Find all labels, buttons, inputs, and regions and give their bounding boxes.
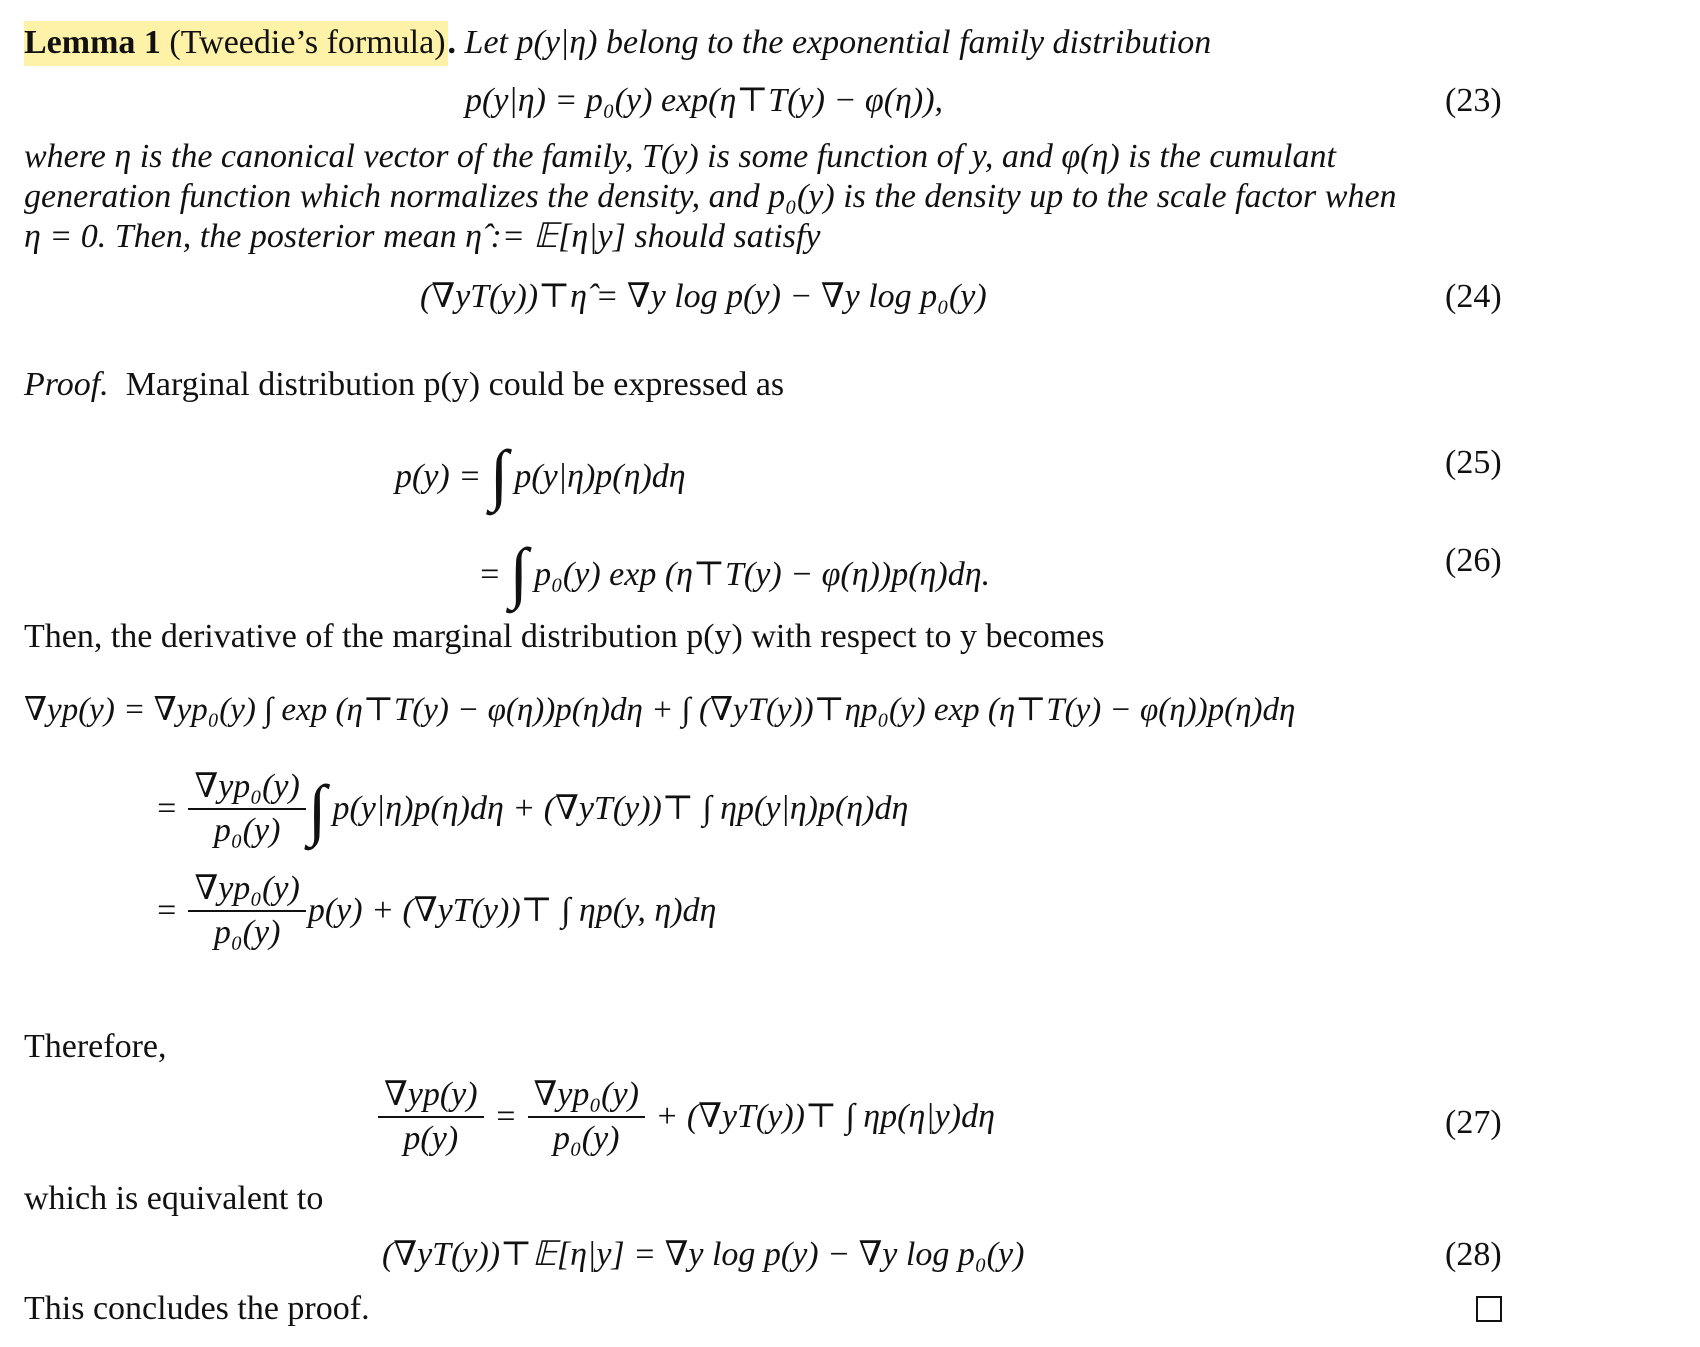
integral-sign: ∫ <box>307 771 327 847</box>
equation-26-number: (26) <box>1445 542 1502 579</box>
integral-sign: ∫ <box>509 534 529 610</box>
equation-23-number: (23) <box>1445 82 1502 119</box>
equation-25-number: (25) <box>1445 444 1502 481</box>
derivative-line-3: = $\frac{\text{∇yp₀(y)}}{\text{p₀(y)}}$ p(y) + (∇yT(y))⊤ ∫ ηp(y, η)dη <box>155 870 717 951</box>
derivative-intro: Then, the derivative of the marginal distribution p(y) with respect to y becomes <box>24 618 1105 655</box>
fraction-numerator: ∇yp₀(y) <box>188 770 305 810</box>
lemma-label: Lemma 1 <box>24 24 161 61</box>
derivative-line-3-rest: p(y) + (∇yT(y))⊤ ∫ ηp(y, η)dη <box>307 892 717 929</box>
proof-intro-line <box>24 368 784 402</box>
lemma-name: (Tweedie’s formula) <box>169 24 446 61</box>
lemma-where-line-1: where η is the canonical vector of the family, T(y) is some function of y, and φ(η) is the cumulant <box>24 138 1336 175</box>
fraction-denominator: p₀(y) <box>552 1120 620 1157</box>
therefore-text: Therefore, <box>24 1028 167 1065</box>
fraction <box>188 770 305 848</box>
fraction <box>188 872 305 950</box>
derivative-line-2-rest: p(y|η)p(η)dη + (∇yT(y))⊤ ∫ ηp(y|η)p(η)dη <box>332 790 909 827</box>
equation-23: p(y|η) = p₀(y) exp(η⊤T(y) − φ(η)), <box>465 82 944 119</box>
equation-25 <box>395 430 686 512</box>
equation-27-number: (27) <box>1445 1104 1502 1141</box>
equation-25-rhs: p(y|η)p(η)dη <box>514 458 686 495</box>
equation-24: (∇yT(y))⊤η̂ = ∇y log p(y) − ∇y log p₀(y) <box>420 278 987 315</box>
qed-square-icon <box>1476 1296 1502 1322</box>
equation-27-rhs-tail: + (∇yT(y))⊤ ∫ ηp(η|y)dη <box>655 1098 995 1135</box>
equation-25-lhs: p(y) = <box>395 458 482 495</box>
fraction-denominator: p₀(y) <box>213 914 281 951</box>
derivative-line-1: ∇yp(y) = ∇yp₀(y) ∫ exp (η⊤T(y) − φ(η))p(η)dη + ∫ (∇yT(y))⊤ηp₀(y) exp (η⊤T(y) − φ(η))p(η)dη <box>24 692 1296 728</box>
fraction-denominator: p(y) <box>403 1120 459 1157</box>
equation-28: (∇yT(y))⊤𝔼[η|y] = ∇y log p(y) − ∇y log p₀(y) <box>382 1236 1025 1273</box>
conclusion-text: This concludes the proof. <box>24 1290 370 1327</box>
fraction-denominator: p₀(y) <box>213 812 281 849</box>
fraction <box>378 1078 484 1156</box>
lemma-highlight <box>24 21 448 66</box>
equation-26-rhs: p₀(y) exp (η⊤T(y) − φ(η))p(η)dη. <box>534 556 991 593</box>
lemma-where-line-3: η = 0. Then, the posterior mean η̂ := 𝔼[η|y] should satisfy <box>24 218 821 255</box>
fraction-numerator: ∇yp(y) <box>378 1078 484 1118</box>
proof-intro: Marginal distribution p(y) could be expressed as <box>125 366 785 403</box>
equation-26: = ∫ p₀(y) exp (η⊤T(y) − φ(η))p(η)dη. <box>478 534 991 610</box>
integral-sign: ∫ <box>489 436 509 512</box>
proof-label: Proof. <box>24 366 109 403</box>
equivalent-text: which is equivalent to <box>24 1180 324 1217</box>
derivative-line-2: = $\frac{\text{∇yp₀(y)}}{\text{p₀(y)}}$ ∫ p(y|η)p(η)dη + (∇yT(y))⊤ ∫ ηp(y|η)p(η)dη <box>155 768 909 849</box>
lemma-header: Lemma 1 (Tweedie’s formula). Let p(y|η) belong to the exponential family distribution <box>24 26 1211 60</box>
lemma-statement-intro: Let p(y|η) belong to the exponential family distribution <box>464 24 1212 61</box>
fraction-numerator: ∇yp₀(y) <box>188 872 305 912</box>
fraction <box>528 1078 645 1156</box>
equation-24-number: (24) <box>1445 278 1502 315</box>
fraction-numerator: ∇yp₀(y) <box>528 1078 645 1118</box>
lemma-where-line-2: generation function which normalizes the density, and p₀(y) is the density up to the scale factor when <box>24 178 1397 215</box>
equation-27: $\frac{\nabla yp(y)}{p(y)}$ = $\frac{\text{∇yp₀(y)}}{\text{p₀(y)}}$ + (∇yT(y))⊤ ∫ ηp(η|y)dη <box>376 1078 995 1156</box>
equation-28-number: (28) <box>1445 1236 1502 1273</box>
